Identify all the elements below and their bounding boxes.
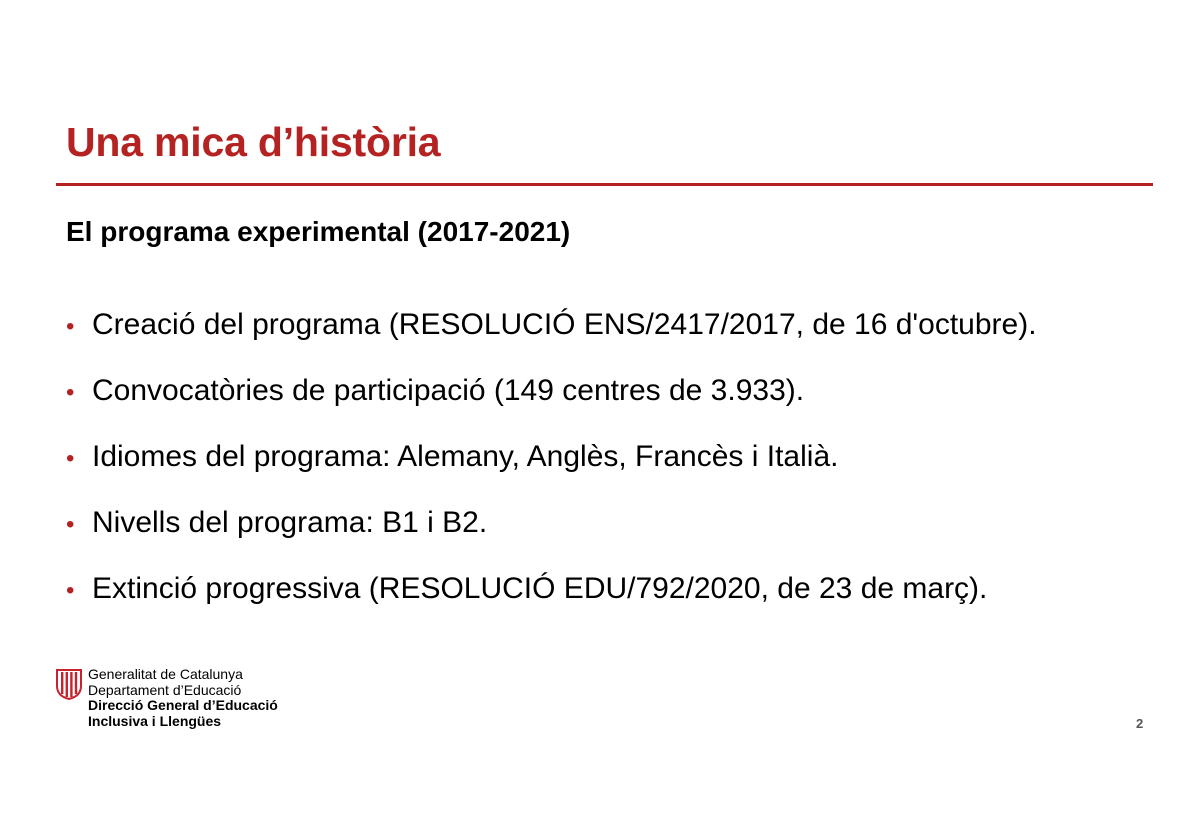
- bullet-marker: •: [66, 313, 75, 340]
- footer-directorate-cont: Inclusiva i Llengües: [88, 712, 222, 729]
- footer-department: Departament d’Educació: [88, 681, 242, 698]
- generalitat-seal-icon: [55, 668, 83, 700]
- bullet-marker: •: [66, 379, 75, 406]
- bullet-item: [66, 435, 1037, 501]
- page-number: 2: [1136, 716, 1144, 731]
- title-divider: [56, 183, 1153, 186]
- bullet-item: [66, 501, 1037, 567]
- bullet-item: [66, 369, 1037, 435]
- footer-directorate: Direcció General d’Educació: [88, 697, 278, 713]
- bullet-text: Nivells del programa: B1 i B2.: [92, 506, 488, 539]
- bullet-item: [66, 567, 1037, 633]
- footer-organization-text: [88, 667, 278, 729]
- bullet-marker: •: [66, 577, 75, 604]
- bullet-item: [66, 303, 1037, 369]
- footer-generalitat: Generalitat de Catalunya: [88, 666, 243, 682]
- bullet-marker: •: [66, 511, 75, 538]
- bullet-list: [66, 303, 1037, 633]
- bullet-marker: •: [66, 445, 75, 472]
- bullet-text: Creació del programa (RESOLUCIÓ ENS/2417/2017, de 16 d'octubre).: [92, 308, 1037, 341]
- slide-title: Una mica d’història: [66, 119, 441, 165]
- bullet-text: Extinció progressiva (RESOLUCIÓ EDU/792/2020, de 23 de març).: [92, 572, 988, 605]
- bullet-text: Idiomes del programa: Alemany, Anglès, Francès i Italià.: [92, 440, 839, 473]
- slide-subtitle: El programa experimental (2017-2021): [66, 216, 571, 247]
- generalitat-logo: [55, 667, 295, 731]
- bullet-text: Convocatòries de participació (149 centres de 3.933).: [92, 374, 805, 407]
